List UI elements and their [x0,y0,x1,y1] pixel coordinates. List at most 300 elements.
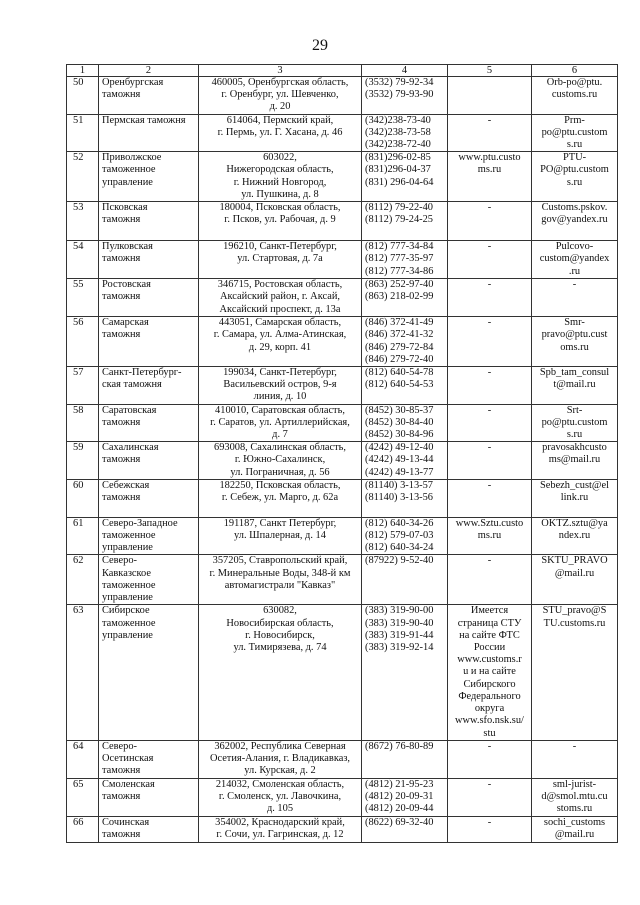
cell-line: - [487,279,492,291]
website-cell [448,740,532,778]
cell-line: PTU- [562,152,587,164]
customs-contacts-table [66,64,618,843]
cell-line: г. Пермь, ул. Г. Хасана, д. 46 [217,126,343,138]
cell-line: автомагистрали "Кавказ" [224,579,336,591]
website-cell [448,241,532,279]
cell-line: таможенное [102,530,156,542]
cell-line: таможня [102,790,141,802]
cell-line: - [487,816,492,828]
cell-line: - [487,555,492,567]
email-cell [532,479,618,517]
customs-name-cell [99,202,199,241]
cell-text: 64 [73,740,84,752]
cell-line: STU_pravo@S [542,605,607,617]
cell-line: (863) 218-02-99 [365,291,434,303]
cell-line: Кавказское [102,567,151,579]
cell-line: - [487,241,492,253]
cell-text: 57 [73,367,84,379]
cell-text: 56 [73,317,84,329]
cell-line: таможенное [102,164,156,176]
cell-line: Ростовская [102,279,151,291]
cell-line: г. Псков, ул. Рабочая, д. 9 [224,214,336,226]
cell-line: ул. Пушкина, д. 8 [241,188,319,200]
row-number-cell [67,404,99,442]
cell-line: Srt- [566,404,583,416]
cell-line: (863) 252-97-40 [365,279,434,291]
cell-line: TU.customs.ru [543,617,606,629]
cell-line: (812) 777-34-86 [365,265,434,277]
cell-line: г. Себеж, ул. Марго, д. 62а [221,492,339,504]
website-cell [448,367,532,405]
cell-line: gov@yandex.ru [541,214,608,226]
cell-text: 50 [73,77,84,88]
phones-cell [362,740,448,778]
row-number-cell [67,740,99,778]
cell-line: (8672) 76-80-89 [365,740,434,752]
row-number-cell [67,816,99,842]
cell-line: (831)296-02-85 [365,152,431,164]
cell-line: таможня [102,765,141,777]
table-row [67,241,618,279]
address-cell [199,152,362,202]
cell-text: 60 [73,479,84,491]
header-cell: 2 [99,65,199,77]
website-cell [448,77,532,115]
cell-line: - [487,114,492,126]
table-row [67,404,618,442]
cell-line: г. Южно-Сахалинск, [234,454,326,466]
cell-line: 362002, Республика Северная [214,740,346,752]
cell-line: Аксайский проспект, д. 13а [219,303,341,315]
phones-cell [362,517,448,555]
email-cell [532,404,618,442]
cell-line: - [572,279,577,291]
cell-text: 58 [73,404,84,416]
website-cell [448,479,532,517]
cell-line: (3532) 79-93-90 [365,89,434,101]
customs-name-cell [99,740,199,778]
cell-line: po@ptu.custom [541,126,608,138]
header-cell: 3 [199,65,362,77]
website-cell [448,114,532,152]
cell-line: Customs.pskov. [541,202,608,214]
cell-line: (4812) 21-95-23 [365,778,434,790]
cell-line: SKTU_PRAVO [541,555,608,567]
cell-line: (846) 279-72-84 [365,341,434,353]
cell-line: - [487,740,492,752]
row-number-cell [67,605,99,740]
cell-line: таможня [102,291,141,303]
cell-line: 410010, Саратовская область, [215,404,345,416]
cell-line: 196210, Санкт-Петербург, [223,241,337,253]
row-number-cell [67,778,99,816]
email-cell [532,367,618,405]
cell-line: (812) 777-34-84 [365,241,434,253]
website-cell [448,317,532,367]
cell-line: ул. Курская, д. 2 [244,765,316,777]
cell-line: управление [102,542,153,554]
cell-line: д. 29, корп. 41 [248,341,312,353]
phones-cell [362,816,448,842]
row-number-cell [67,114,99,152]
row-number-cell [67,317,99,367]
cell-line: таможня [102,253,141,265]
cell-line: 630082, [263,605,297,617]
cell-line: Осетинская [102,752,154,764]
website-cell [448,279,532,317]
cell-line: Северо- [102,555,137,567]
cell-line: (8112) 79-22-40 [365,202,434,214]
phones-cell [362,555,448,605]
cell-line: Prm- [564,114,585,126]
table-row [67,279,618,317]
cell-line: (342)238-72-40 [365,139,431,151]
cell-line: www.Sztu.custo [455,517,524,529]
cell-line: Псковская [102,202,148,214]
row-number-cell [67,367,99,405]
cell-text: 65 [73,778,84,790]
cell-line: - [487,404,492,416]
cell-line: округа [474,703,505,715]
email-cell [532,241,618,279]
cell-line: Северо-Западное [102,517,178,529]
cell-line: .ru [568,265,581,277]
table-row [67,555,618,605]
address-cell [199,279,362,317]
cell-line: Смоленская [102,778,155,790]
cell-text: 63 [73,605,84,617]
cell-line: Сочинская [102,816,150,828]
cell-line: (8622) 69-32-40 [365,816,434,828]
cell-line: (383) 319-90-00 [365,605,434,617]
cell-line: link.ru [560,492,589,504]
cell-line: г. Саратов, ул. Артиллерийская, [210,416,350,428]
customs-name-cell [99,816,199,842]
cell-line: www.sfo.nsk.su/ [455,715,524,727]
cell-line: pravosakhcusto [542,442,607,454]
cell-line: (812) 579-07-03 [365,530,434,542]
cell-line: 443051, Самарская область, [218,317,342,329]
email-cell [532,555,618,605]
address-cell [199,778,362,816]
table-row [67,479,618,517]
cell-line: (8452) 30-84-40 [365,416,434,428]
address-cell [199,77,362,115]
cell-line: www.customs.r [457,654,522,666]
cell-line: stoms.ru [556,803,593,815]
website-cell [448,442,532,480]
customs-name-cell [99,152,199,202]
address-cell [199,367,362,405]
email-cell [532,740,618,778]
cell-line: Федерального [458,690,521,702]
cell-line: Нижегородская область, [226,164,334,176]
cell-text: 51 [73,114,84,126]
cell-text: 66 [73,816,84,828]
cell-line: (81140) 3-13-57 [365,479,434,491]
table-row [67,605,618,740]
customs-name-cell [99,555,199,605]
cell-line: @mail.ru [554,828,595,840]
cell-line: 191187, Санкт Петербург, [223,517,337,529]
phones-cell [362,77,448,115]
cell-line: s.ru [566,429,583,441]
address-cell [199,605,362,740]
cell-line: (812) 777-35-97 [365,253,434,265]
cell-line: г. Смоленск, ул. Лавочкина, [218,790,342,802]
cell-line: sml-jurist- [552,778,597,790]
address-cell [199,404,362,442]
row-number-cell [67,152,99,202]
cell-line: - [487,778,492,790]
email-cell [532,517,618,555]
cell-line: ул. Тимирязева, д. 74 [233,642,327,654]
table-row [67,740,618,778]
address-cell [199,442,362,480]
cell-line: (8452) 30-84-96 [365,429,434,441]
cell-line: Smr- [564,317,585,329]
cell-line: @mail.ru [554,567,595,579]
cell-line: Пермская таможня [102,114,186,126]
row-number-cell [67,241,99,279]
customs-name-cell [99,317,199,367]
table-row [67,816,618,842]
cell-line: Аксайский район, г. Аксай, [220,291,340,303]
phones-cell [362,404,448,442]
cell-text: 52 [73,152,84,164]
cell-line: управление [102,629,153,641]
cell-line: Самарская [102,317,149,329]
cell-line: (383) 319-91-44 [365,629,434,641]
cell-line: таможня [102,492,141,504]
cell-line: таможня [102,89,141,101]
table-row [67,114,618,152]
phones-cell [362,114,448,152]
cell-line: - [487,317,492,329]
cell-line: 693008, Сахалинская область, [214,442,346,454]
cell-line: (383) 319-92-14 [365,642,434,654]
cell-line: таможня [102,454,141,466]
cell-line: Pulcovo- [555,241,594,253]
cell-line: Осетия-Алания, г. Владикавказ, [209,752,351,764]
row-number-cell [67,202,99,241]
cell-line: s.ru [566,176,583,188]
header-cell: 4 [362,65,448,77]
cell-line: г. Самара, ул. Алма-Атинская, [213,329,347,341]
website-cell [448,152,532,202]
email-cell [532,317,618,367]
cell-line: stu [483,727,496,739]
cell-text: 54 [73,241,84,253]
row-number-cell [67,555,99,605]
cell-line: Sebezh_cust@el [539,479,609,491]
cell-line: Приволжское [102,152,162,164]
table-row [67,317,618,367]
cell-line: д. 105 [266,803,294,815]
cell-line: pravo@ptu.cust [541,329,608,341]
table-row [67,202,618,241]
cell-line: (812) 640-54-53 [365,379,434,391]
cell-line: ская таможня [102,379,162,391]
cell-line: (3532) 79-92-34 [365,77,434,88]
email-cell [532,77,618,115]
cell-text: 59 [73,442,84,454]
cell-line: (812) 640-54-78 [365,367,434,379]
cell-line: ул. Пограничная, д. 56 [230,466,330,478]
cell-line: (8452) 30-85-37 [365,404,434,416]
cell-line: Orb-po@ptu. [546,77,603,88]
customs-name-cell [99,517,199,555]
phones-cell [362,152,448,202]
cell-line: (383) 319-90-40 [365,617,434,629]
cell-line: oms.ru [560,341,589,353]
cell-line: г. Нижний Новгород, [233,176,327,188]
cell-line: 354002, Краснодарский край, [215,816,345,828]
cell-line: Сибирского [463,678,516,690]
cell-line: OKTZ.sztu@ya [541,517,608,529]
cell-line: (342)238-73-58 [365,126,431,138]
cell-line: (4812) 20-09-44 [365,803,434,815]
cell-line: (342)238-73-40 [365,114,431,126]
email-cell [532,114,618,152]
cell-line: г. Минеральные Воды, 348-й км [209,567,351,579]
cell-line: управление [102,592,153,604]
table-row [67,367,618,405]
cell-line: customs.ru [551,89,598,101]
cell-line: Саратовская [102,404,157,416]
phones-cell [362,202,448,241]
cell-line: Васильевский остров, 9-я [223,379,337,391]
table-row [67,517,618,555]
cell-line: управление [102,176,153,188]
cell-line: таможня [102,214,141,226]
cell-line: (846) 372-41-49 [365,317,434,329]
cell-line: Имеется [470,605,509,617]
row-number-cell [67,479,99,517]
cell-line: po@ptu.custom [541,416,608,428]
address-cell [199,555,362,605]
header-cell: 6 [532,65,618,77]
cell-line: - [487,479,492,491]
cell-line: (812) 640-34-26 [365,517,434,529]
cell-line: Spb_tam_consul [539,367,610,379]
cell-text: 61 [73,517,84,529]
cell-line: 199034, Санкт-Петербург, [223,367,337,379]
row-number-cell [67,517,99,555]
cell-line: Пулковская [102,241,153,253]
customs-name-cell [99,605,199,740]
phones-cell [362,778,448,816]
website-cell [448,202,532,241]
cell-line: на сайте ФТС [459,629,520,641]
website-cell [448,778,532,816]
phones-cell [362,241,448,279]
customs-name-cell [99,778,199,816]
cell-line: Санкт-Петербург- [102,367,182,379]
cell-line: (4812) 20-09-31 [365,790,434,802]
row-number-cell [67,442,99,480]
cell-line: s.ru [566,139,583,151]
cell-line: Сибирское [102,605,150,617]
table-row [67,152,618,202]
cell-line: (812) 640-34-24 [365,542,434,554]
cell-line: t@mail.ru [553,379,596,391]
cell-line: (846) 372-41-32 [365,329,434,341]
cell-line: u и на сайте [463,666,516,678]
row-number-cell [67,77,99,115]
table-row [67,778,618,816]
address-cell [199,740,362,778]
cell-line: таможенное [102,579,156,591]
cell-line: d@smol.mtu.cu [541,790,608,802]
cell-line: (4242) 49-13-77 [365,466,434,478]
email-cell [532,279,618,317]
cell-line: страница СТУ [457,617,522,629]
website-cell [448,404,532,442]
cell-line: - [487,202,492,214]
customs-name-cell [99,479,199,517]
customs-name-cell [99,77,199,115]
email-cell [532,605,618,740]
cell-line: 182250, Псковская область, [219,479,341,491]
phones-cell [362,605,448,740]
cell-line: 460005, Оренбургская область, [211,77,349,88]
cell-line: - [572,740,577,752]
address-cell [199,816,362,842]
website-cell [448,517,532,555]
email-cell [532,778,618,816]
email-cell [532,442,618,480]
cell-line: (8112) 79-24-25 [365,214,434,226]
cell-line: www.ptu.custo [458,152,521,164]
cell-line: 180004, Псковская область, [219,202,341,214]
customs-name-cell [99,241,199,279]
cell-text: 55 [73,279,84,291]
cell-line: д. 7 [272,429,288,441]
cell-line: (831)296-04-37 [365,164,431,176]
customs-name-cell [99,367,199,405]
cell-line: таможня [102,416,141,428]
phones-cell [362,442,448,480]
cell-line: Северо- [102,740,137,752]
header-row [67,65,618,77]
cell-line: Сахалинская [102,442,159,454]
cell-line: (4242) 49-13-44 [365,454,434,466]
cell-line: custom@yandex [539,253,610,265]
customs-name-cell [99,442,199,480]
cell-line: (4242) 49-12-40 [365,442,434,454]
page-number: 29 [312,37,328,54]
cell-line: России [473,642,506,654]
cell-line: (846) 279-72-40 [365,353,434,365]
phones-cell [362,479,448,517]
cell-line: ул. Стартовая, д. 7а [237,253,323,265]
cell-line: таможня [102,828,141,840]
cell-line: Новосибирская область, [226,617,334,629]
cell-line: PO@ptu.custom [540,164,609,176]
cell-line: (831) 296-04-64 [365,176,434,188]
header-cell: 1 [67,65,99,77]
customs-name-cell [99,279,199,317]
phones-cell [362,279,448,317]
address-cell [199,317,362,367]
cell-line: линия, д. 10 [253,391,307,403]
cell-line: 614064, Пермский край, [226,114,334,126]
cell-text: 62 [73,555,84,567]
phones-cell [362,317,448,367]
cell-line: sochi_customs [543,816,606,828]
address-cell [199,241,362,279]
